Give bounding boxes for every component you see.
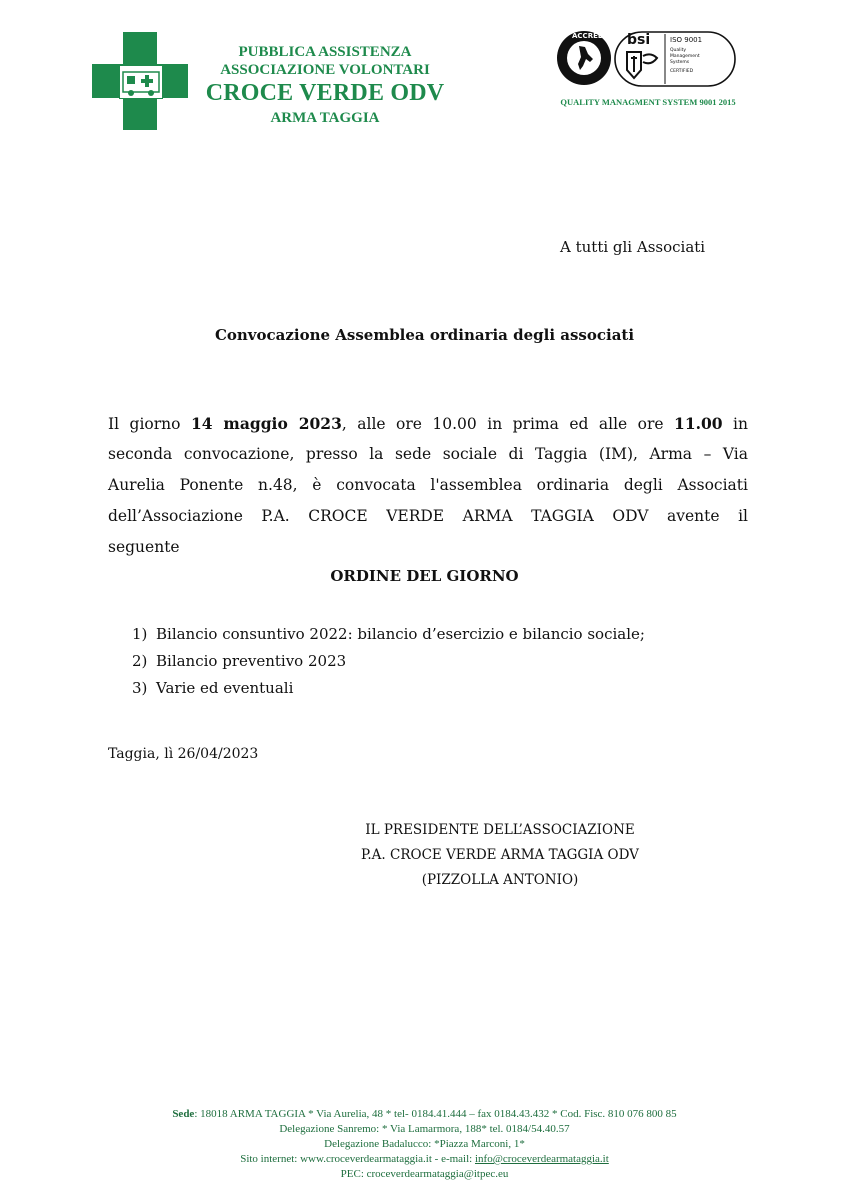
footer-sanremo: Delegazione Sanremo: * Via Lamarmora, 188* tel. 0184/54.40.57 <box>279 1123 570 1135</box>
signature-title: IL PRESIDENTE DELL’ASSOCIAZIONE <box>365 822 635 838</box>
agenda-item: 3) Varie ed eventuali <box>132 679 294 697</box>
qms-line-3: Systems <box>670 60 690 65</box>
paragraph-line-1: Il giorno 14 maggio 2023, alle ore 10.00 in prima ed alle ore 11.00 in <box>108 414 748 433</box>
second-call-time: 11.00 <box>674 414 723 433</box>
accredia-label: ACCREDIA <box>572 32 612 40</box>
subject-heading: Convocazione Assemblea ordinaria degli associati <box>214 326 635 344</box>
paragraph-line-4: dell’Associazione P.A. CROCE VERDE ARMA TAGGIA ODV avente il <box>108 507 748 525</box>
qms-tagline: QUALITY MANAGMENT SYSTEM 9001 2015 <box>560 97 736 107</box>
paragraph-line-3: Aurelia Ponente n.48, è convocata l'assemblea ordinaria degli Associati <box>108 476 748 494</box>
paragraph-line-2: seconda convocazione, presso la sede sociale di Taggia (IM), Arma – Via <box>108 445 748 463</box>
footer-sede: Sede: 18018 ARMA TAGGIA * Via Aurelia, 48 * tel- 0184.41.444 – fax 0184.43.432 * Cod. Fisc. 810 076 800 85 <box>172 1108 677 1120</box>
bsi-label: bsi <box>627 32 651 48</box>
agenda-item: 2) Bilancio preventivo 2023 <box>132 652 347 670</box>
certified-label: CERTIFIED <box>670 69 694 74</box>
accredia-seal-icon <box>557 31 612 85</box>
croce-verde-logo <box>92 32 188 130</box>
footer-badalucco: Delegazione Badalucco: *Piazza Marconi, 1* <box>324 1138 525 1150</box>
certification-logos <box>555 26 740 90</box>
ambulance-emblem-icon <box>119 65 163 99</box>
qms-line-2: Management <box>670 54 700 59</box>
header-line-1: PUBBLICA ASSISTENZA <box>238 44 412 60</box>
iso-label: ISO 9001 <box>670 36 703 44</box>
qms-line-1: Quality <box>670 48 687 53</box>
signature-name: (PIZZOLLA ANTONIO) <box>421 872 579 888</box>
header-line-2: ASSOCIAZIONE VOLONTARI <box>220 62 430 78</box>
email-link[interactable]: info@croceverdearmataggia.it <box>474 1153 609 1165</box>
bsi-kitemark-icon <box>615 32 735 86</box>
place-and-date: Taggia, lì 26/04/2023 <box>108 746 259 762</box>
agenda-item: 1) Bilancio consuntivo 2022: bilancio d’esercizio e bilancio sociale; <box>132 625 645 643</box>
meeting-date: 14 maggio 2023 <box>190 414 342 433</box>
convocation-paragraph <box>108 414 748 564</box>
agenda-title: ORDINE DEL GIORNO <box>330 567 519 585</box>
recipient: A tutti gli Associati <box>560 238 706 256</box>
header-location: ARMA TAGGIA <box>270 110 380 126</box>
footer-contacts: Sito internet: www.croceverdearmataggia.it - e-mail: info@croceverdearmataggia.it <box>240 1153 609 1165</box>
header-org-name: CROCE VERDE ODV <box>205 80 445 106</box>
signature-org: P.A. CROCE VERDE ARMA TAGGIA ODV <box>361 847 639 863</box>
paragraph-line-5: seguente <box>108 538 180 556</box>
footer-pec: PEC: croceverdearmataggia@itpec.eu <box>340 1168 509 1180</box>
